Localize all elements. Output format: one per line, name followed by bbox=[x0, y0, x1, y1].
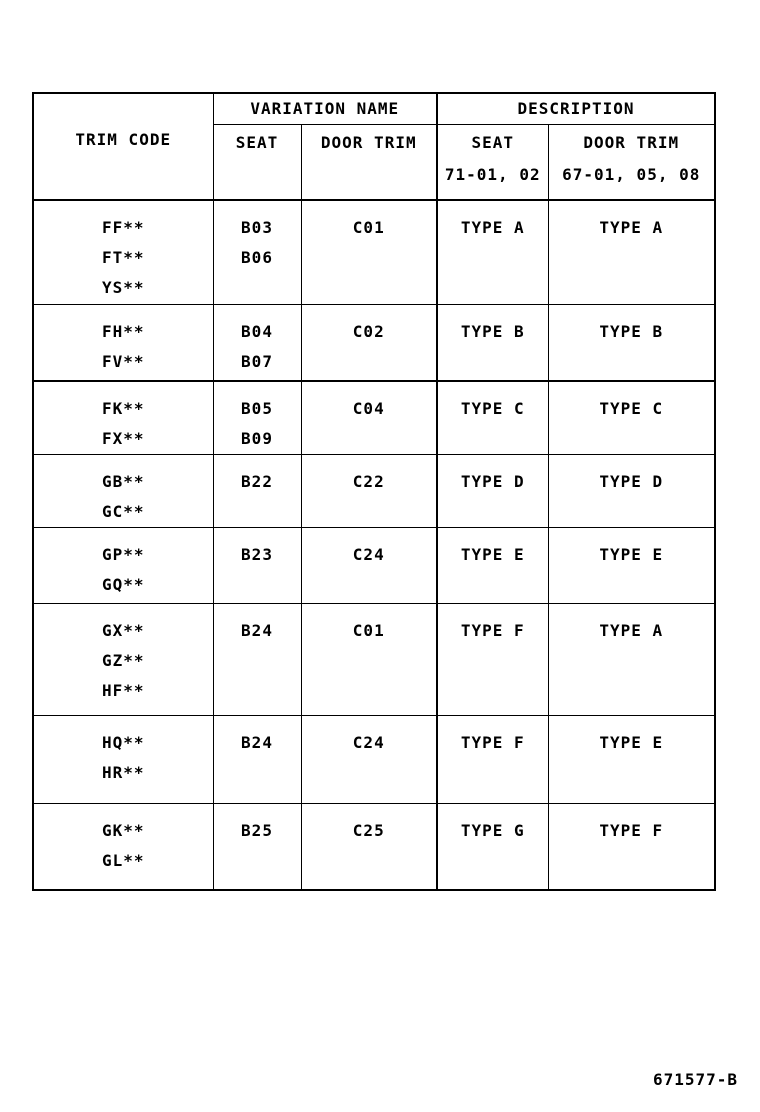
door-trim-description-cell-text: TYPE F bbox=[599, 821, 664, 840]
table-row bbox=[33, 381, 715, 455]
seat-description-cell bbox=[437, 716, 548, 804]
seat-variation-cell-text: B09 bbox=[241, 429, 273, 448]
seat-variation-cell bbox=[213, 528, 301, 604]
seat-description-cell-text: TYPE D bbox=[460, 472, 525, 491]
seat-description-cell-text: TYPE C bbox=[460, 399, 525, 418]
door-trim-description-cell bbox=[548, 604, 715, 716]
door-trim-variation-cell bbox=[301, 528, 437, 604]
door-trim-description-cell bbox=[548, 200, 715, 304]
door-trim-description-cell bbox=[548, 804, 715, 890]
seat-description-cell-text: TYPE F bbox=[460, 621, 525, 640]
door-trim-variation-cell-text: C22 bbox=[352, 472, 385, 491]
door-trim-variation-cell-text: C25 bbox=[352, 821, 385, 840]
seat-description-cell bbox=[437, 528, 548, 604]
description-door-trim-header: DOOR TRIM 67-01, 05, 08 bbox=[548, 125, 715, 201]
trim-code-cell-text: GK** bbox=[101, 821, 145, 840]
door-trim-variation-cell-text: C24 bbox=[352, 545, 385, 564]
door-trim-description-cell-text: TYPE E bbox=[599, 545, 664, 564]
trim-code-header: TRIM CODE bbox=[33, 93, 213, 200]
trim-code-cell-text: FV** bbox=[101, 351, 145, 371]
seat-description-cell bbox=[437, 200, 548, 304]
trim-code-cell-text: GL** bbox=[101, 851, 145, 870]
trim-code-cell-text: FX** bbox=[101, 429, 145, 448]
door-trim-variation-cell bbox=[301, 804, 437, 890]
door-trim-variation-cell bbox=[301, 381, 437, 455]
door-trim-variation-cell-text: C01 bbox=[352, 621, 385, 640]
seat-variation-cell bbox=[213, 804, 301, 890]
variation-name-header: VARIATION NAME bbox=[213, 93, 437, 125]
trim-code-cell bbox=[33, 200, 213, 304]
seat-variation-cell-text: B22 bbox=[241, 472, 273, 491]
seat-description-cell bbox=[437, 455, 548, 528]
door-trim-description-cell-text: TYPE A bbox=[599, 218, 664, 237]
seat-description-cell bbox=[437, 381, 548, 455]
trim-code-cell bbox=[33, 304, 213, 381]
trim-code-cell-text: FH** bbox=[101, 321, 145, 341]
door-trim-description-cell-text: TYPE C bbox=[599, 399, 664, 418]
seat-variation-cell-text: B06 bbox=[241, 248, 273, 267]
seat-variation-cell-text: B03 bbox=[241, 218, 273, 237]
seat-description-cell-text: TYPE E bbox=[460, 545, 525, 564]
seat-variation-cell-text: B04 bbox=[241, 321, 273, 341]
trim-code-cell-text: GZ** bbox=[101, 651, 145, 670]
seat-description-cell-text: TYPE A bbox=[460, 218, 525, 237]
trim-code-cell-text: GX** bbox=[101, 621, 145, 640]
seat-variation-cell-text: B23 bbox=[241, 545, 273, 564]
door-trim-description-cell bbox=[548, 381, 715, 455]
trim-code-cell-text: GP** bbox=[101, 545, 145, 564]
door-trim-description-cell bbox=[548, 716, 715, 804]
door-trim-variation-cell-text: C24 bbox=[352, 733, 385, 752]
trim-code-cell bbox=[33, 804, 213, 890]
trim-code-cell bbox=[33, 604, 213, 716]
seat-description-cell-text: TYPE G bbox=[460, 821, 525, 840]
seat-variation-cell bbox=[213, 604, 301, 716]
door-trim-description-cell bbox=[548, 455, 715, 528]
door-trim-variation-cell bbox=[301, 604, 437, 716]
door-trim-variation-cell bbox=[301, 716, 437, 804]
table-row bbox=[33, 528, 715, 604]
trim-code-cell-text: GB** bbox=[101, 472, 145, 491]
door-trim-description-cell-text: TYPE A bbox=[599, 621, 664, 640]
door-trim-description-cell-text: TYPE E bbox=[599, 733, 664, 752]
seat-description-cell-text: TYPE F bbox=[460, 733, 525, 752]
door-trim-description-cell bbox=[548, 304, 715, 381]
trim-code-cell-text: HF** bbox=[101, 681, 145, 700]
table-row bbox=[33, 604, 715, 716]
seat-variation-cell bbox=[213, 455, 301, 528]
seat-variation-cell bbox=[213, 381, 301, 455]
seat-variation-cell-text: B05 bbox=[241, 399, 273, 418]
variation-door-trim-header: DOOR TRIM bbox=[301, 125, 437, 201]
door-trim-variation-cell-text: C01 bbox=[352, 218, 385, 237]
trim-code-cell bbox=[33, 716, 213, 804]
door-trim-variation-cell bbox=[301, 455, 437, 528]
description-header: DESCRIPTION bbox=[437, 93, 715, 125]
trim-code-cell-text: GQ** bbox=[101, 575, 145, 594]
trim-code-cell-text: HR** bbox=[101, 763, 145, 782]
seat-description-cell-text: TYPE B bbox=[460, 321, 525, 341]
seat-description-cell bbox=[437, 304, 548, 381]
seat-variation-cell-text: B07 bbox=[241, 351, 273, 371]
door-trim-variation-cell-text: C04 bbox=[352, 399, 385, 418]
trim-code-cell bbox=[33, 528, 213, 604]
table-row bbox=[33, 716, 715, 804]
trim-code-cell-text: FF** bbox=[101, 218, 145, 237]
door-trim-variation-cell-text: C02 bbox=[352, 321, 385, 341]
seat-variation-cell bbox=[213, 716, 301, 804]
seat-variation-cell-text: B24 bbox=[241, 621, 273, 640]
trim-code-cell-text: FK** bbox=[101, 399, 145, 418]
seat-description-cell bbox=[437, 804, 548, 890]
door-trim-variation-cell bbox=[301, 200, 437, 304]
trim-code-cell bbox=[33, 455, 213, 528]
seat-variation-cell bbox=[213, 200, 301, 304]
variation-seat-header: SEAT bbox=[213, 125, 301, 201]
trim-code-cell-text: GC** bbox=[101, 502, 145, 521]
table-row bbox=[33, 455, 715, 528]
door-trim-description-cell-text: TYPE D bbox=[599, 472, 664, 491]
table-row bbox=[33, 304, 715, 381]
trim-code-cell-text: FT** bbox=[101, 248, 145, 267]
seat-description-cell bbox=[437, 604, 548, 716]
seat-variation-cell-text: B24 bbox=[241, 733, 273, 752]
table-body bbox=[33, 200, 715, 890]
trim-code-cell bbox=[33, 381, 213, 455]
door-trim-variation-cell bbox=[301, 304, 437, 381]
table-row bbox=[33, 804, 715, 890]
table-row bbox=[33, 200, 715, 304]
seat-variation-cell bbox=[213, 304, 301, 381]
door-trim-description-cell-text: TYPE B bbox=[599, 321, 664, 341]
trim-code-table bbox=[32, 92, 716, 891]
trim-code-cell-text: YS** bbox=[101, 278, 145, 297]
trim-code-cell-text: HQ** bbox=[101, 733, 145, 752]
door-trim-description-cell bbox=[548, 528, 715, 604]
description-seat-header: SEAT 71-01, 02 bbox=[437, 125, 548, 201]
reference-code: 671577-B bbox=[652, 1070, 738, 1089]
seat-variation-cell-text: B25 bbox=[241, 821, 273, 840]
